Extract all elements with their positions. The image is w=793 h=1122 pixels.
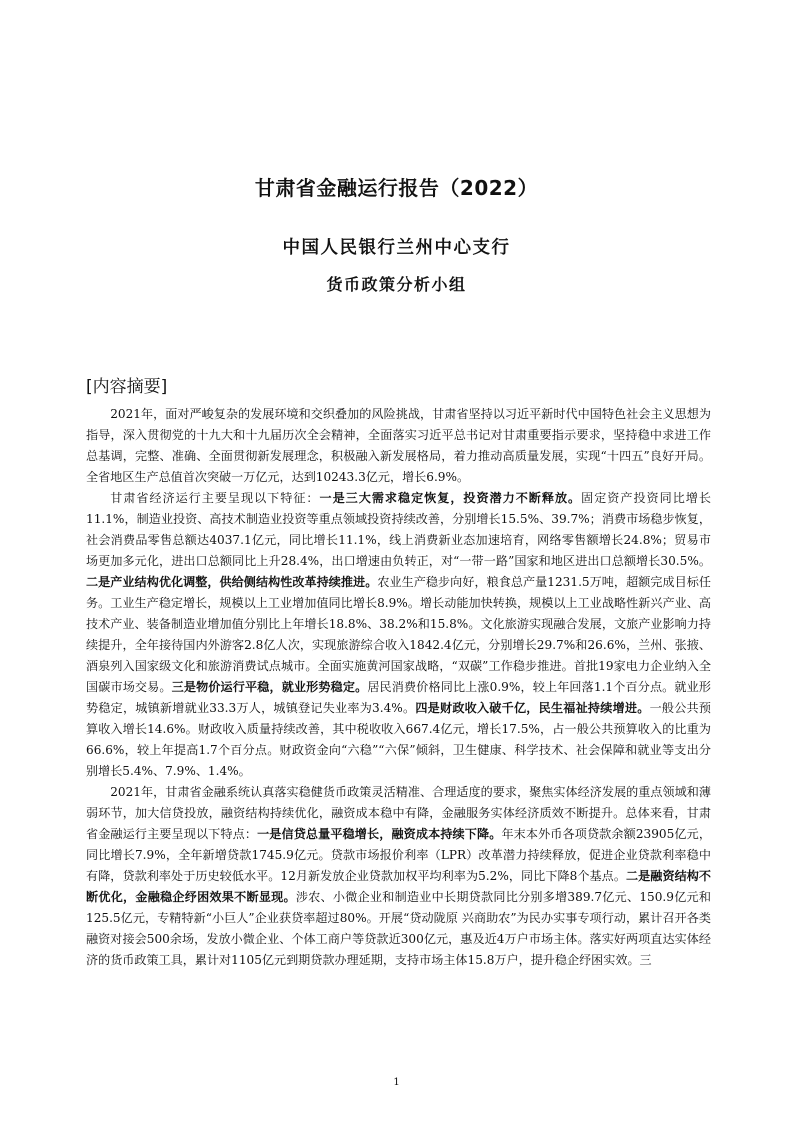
report-title: 甘肃省金融运行报告（2022） — [254, 176, 539, 200]
paragraph-text: 农业生产稳步向好，粮食总产量1231.5万吨，超额完成目标任务。工业生产稳定增长，规模以上工业增加值同比增长8.9%。增长动能加快转换，规模以上工业战略性新兴产业、高技术产业、装备制造业增加值分别比上年增长18.8%、38.2%和15.8%。文化旅游实现融合发展，文旅产业影响力持续提升，全年接待国内外游客2.8亿人次，实现旅游综合收入1842.4亿元，分别增长29.7%和26.6%，兰州、张掖、酒泉列入国家级文化和旅游消费试点城市。全面实施黄河国家战略，“双碳”工作稳步推进。首批19家电力企业纳入全国碳市场交易。 — [86, 575, 711, 694]
group-name: 货币政策分析小组 — [326, 275, 467, 294]
section-heading: [内容摘要] — [86, 377, 168, 397]
bold-highlight: 四是财政收入破千亿，民生福祉持续增进。 — [415, 701, 650, 715]
bold-highlight: 三是物价运行平稳，就业形势稳定。 — [171, 680, 368, 694]
organization-name: 中国人民银行兰州中心支行 — [282, 238, 511, 258]
page-number: 1 — [393, 1077, 400, 1088]
paragraph-1: 2021年，面对严峻复杂的发展环境和交织叠加的风险挑战，甘肃省坚持以习近平新时代中国特色社会主义思想为指导，深入贯彻党的十九大和十九届历次全会精神，全面落实习近平总书记对甘肃重要指示要求，坚持稳中求进工作总基调，完整、准确、全面贯彻新发展理念，积极融入新发展格局，着力推动高质量发展，实现“十四五”良好开局。全省地区生产总值首次突破一万亿元，达到10243.3亿元，增长6.9%。 — [86, 407, 711, 484]
bold-highlight: 二是产业结构优化调整，供给侧结构性改革持续推进。 — [86, 575, 378, 589]
paragraph-text: 一般公共预算收入增长14.6%。财政收入质量持续改善，其中税收收入667.4亿元，增长17.5%，占一般公共预算收入的比重为66.6%，较上年提高1.7个百分点。财政资金向“六稳”“六保”倾斜，卫生健康、科学技术、社会保障和就业等支出分别增长5.4%、7.9%、1.4%。 — [86, 701, 711, 778]
paragraph-2 — [86, 488, 711, 782]
bold-highlight: 一是信贷总量平稳增长，融资成本持续下降。 — [257, 827, 502, 841]
paragraph-text: 年末本外币各项贷款余额23905亿元，同比增长7.9%，全年新增贷款1745.9亿元。贷款市场报价利率（LPR）改革潜力持续释放，促进企业贷款利率稳中有降，贷款利率处于历史较低水平。12月新发放企业贷款加权平均利率为5.2%，同比下降8个基点。 — [86, 827, 711, 883]
paragraph-text: 涉农、小微企业和制造业中长期贷款同比分别多增389.7亿元、150.9亿元和125.5亿元，专精特新“小巨人”企业获贷率超过80%。开展“贷动陇原 兴商助农”为民办实事专项行动，累计召开各类融资对接会500余场，发放小微企业、个体工商户等贷款近300亿元，惠及近4万户市场主体。落实好两项直达实体经济的货币政策工具，累计对1105亿元到期贷款办理延期，支持市场主体15.8万户，提升稳企纾困实效。三 — [86, 890, 711, 967]
paragraph-3 — [86, 782, 711, 971]
bold-highlight: 二是融资结构不断优化，金融稳企纾困效果不断显现。 — [86, 869, 711, 904]
bold-highlight: 一是三大需求稳定恢复，投资潜力不断释放。 — [319, 491, 582, 505]
paragraph-text: 居民消费价格同比上涨0.9%，较上年回落1.1个百分点。就业形势稳定，城镇新增就业33.3万人，城镇登记失业率为3.4%。 — [86, 680, 711, 715]
abstract-body — [86, 404, 711, 971]
paragraph-text: 固定资产投资同比增长11.1%，制造业投资、高技术制造业投资等重点领域投资持续改善，分别增长15.5%、39.7%；消费市场稳步恢复，社会消费品零售总额达4037.1亿元，同比增长11.1%，线上消费新业态加速培育，网络零售额增长24.8%；贸易市场更加多元化，进出口总额同比上升28.4%，出口增速由负转正，对“一带一路”国家和地区进出口总额增长30.5%。 — [86, 491, 711, 568]
paragraph-text: 2021年，甘肃省金融系统认真落实稳健货币政策灵活精准、合理适度的要求，聚焦实体经济发展的重点领域和薄弱环节，加大信贷投放，融资结构持续优化，融资成本稳中有降，金融服务实体经济质效不断提升。总体来看，甘肃省金融运行主要呈现以下特点： — [86, 785, 711, 841]
paragraph-text: 甘肃省经济运行主要呈现以下特征： — [110, 491, 320, 505]
